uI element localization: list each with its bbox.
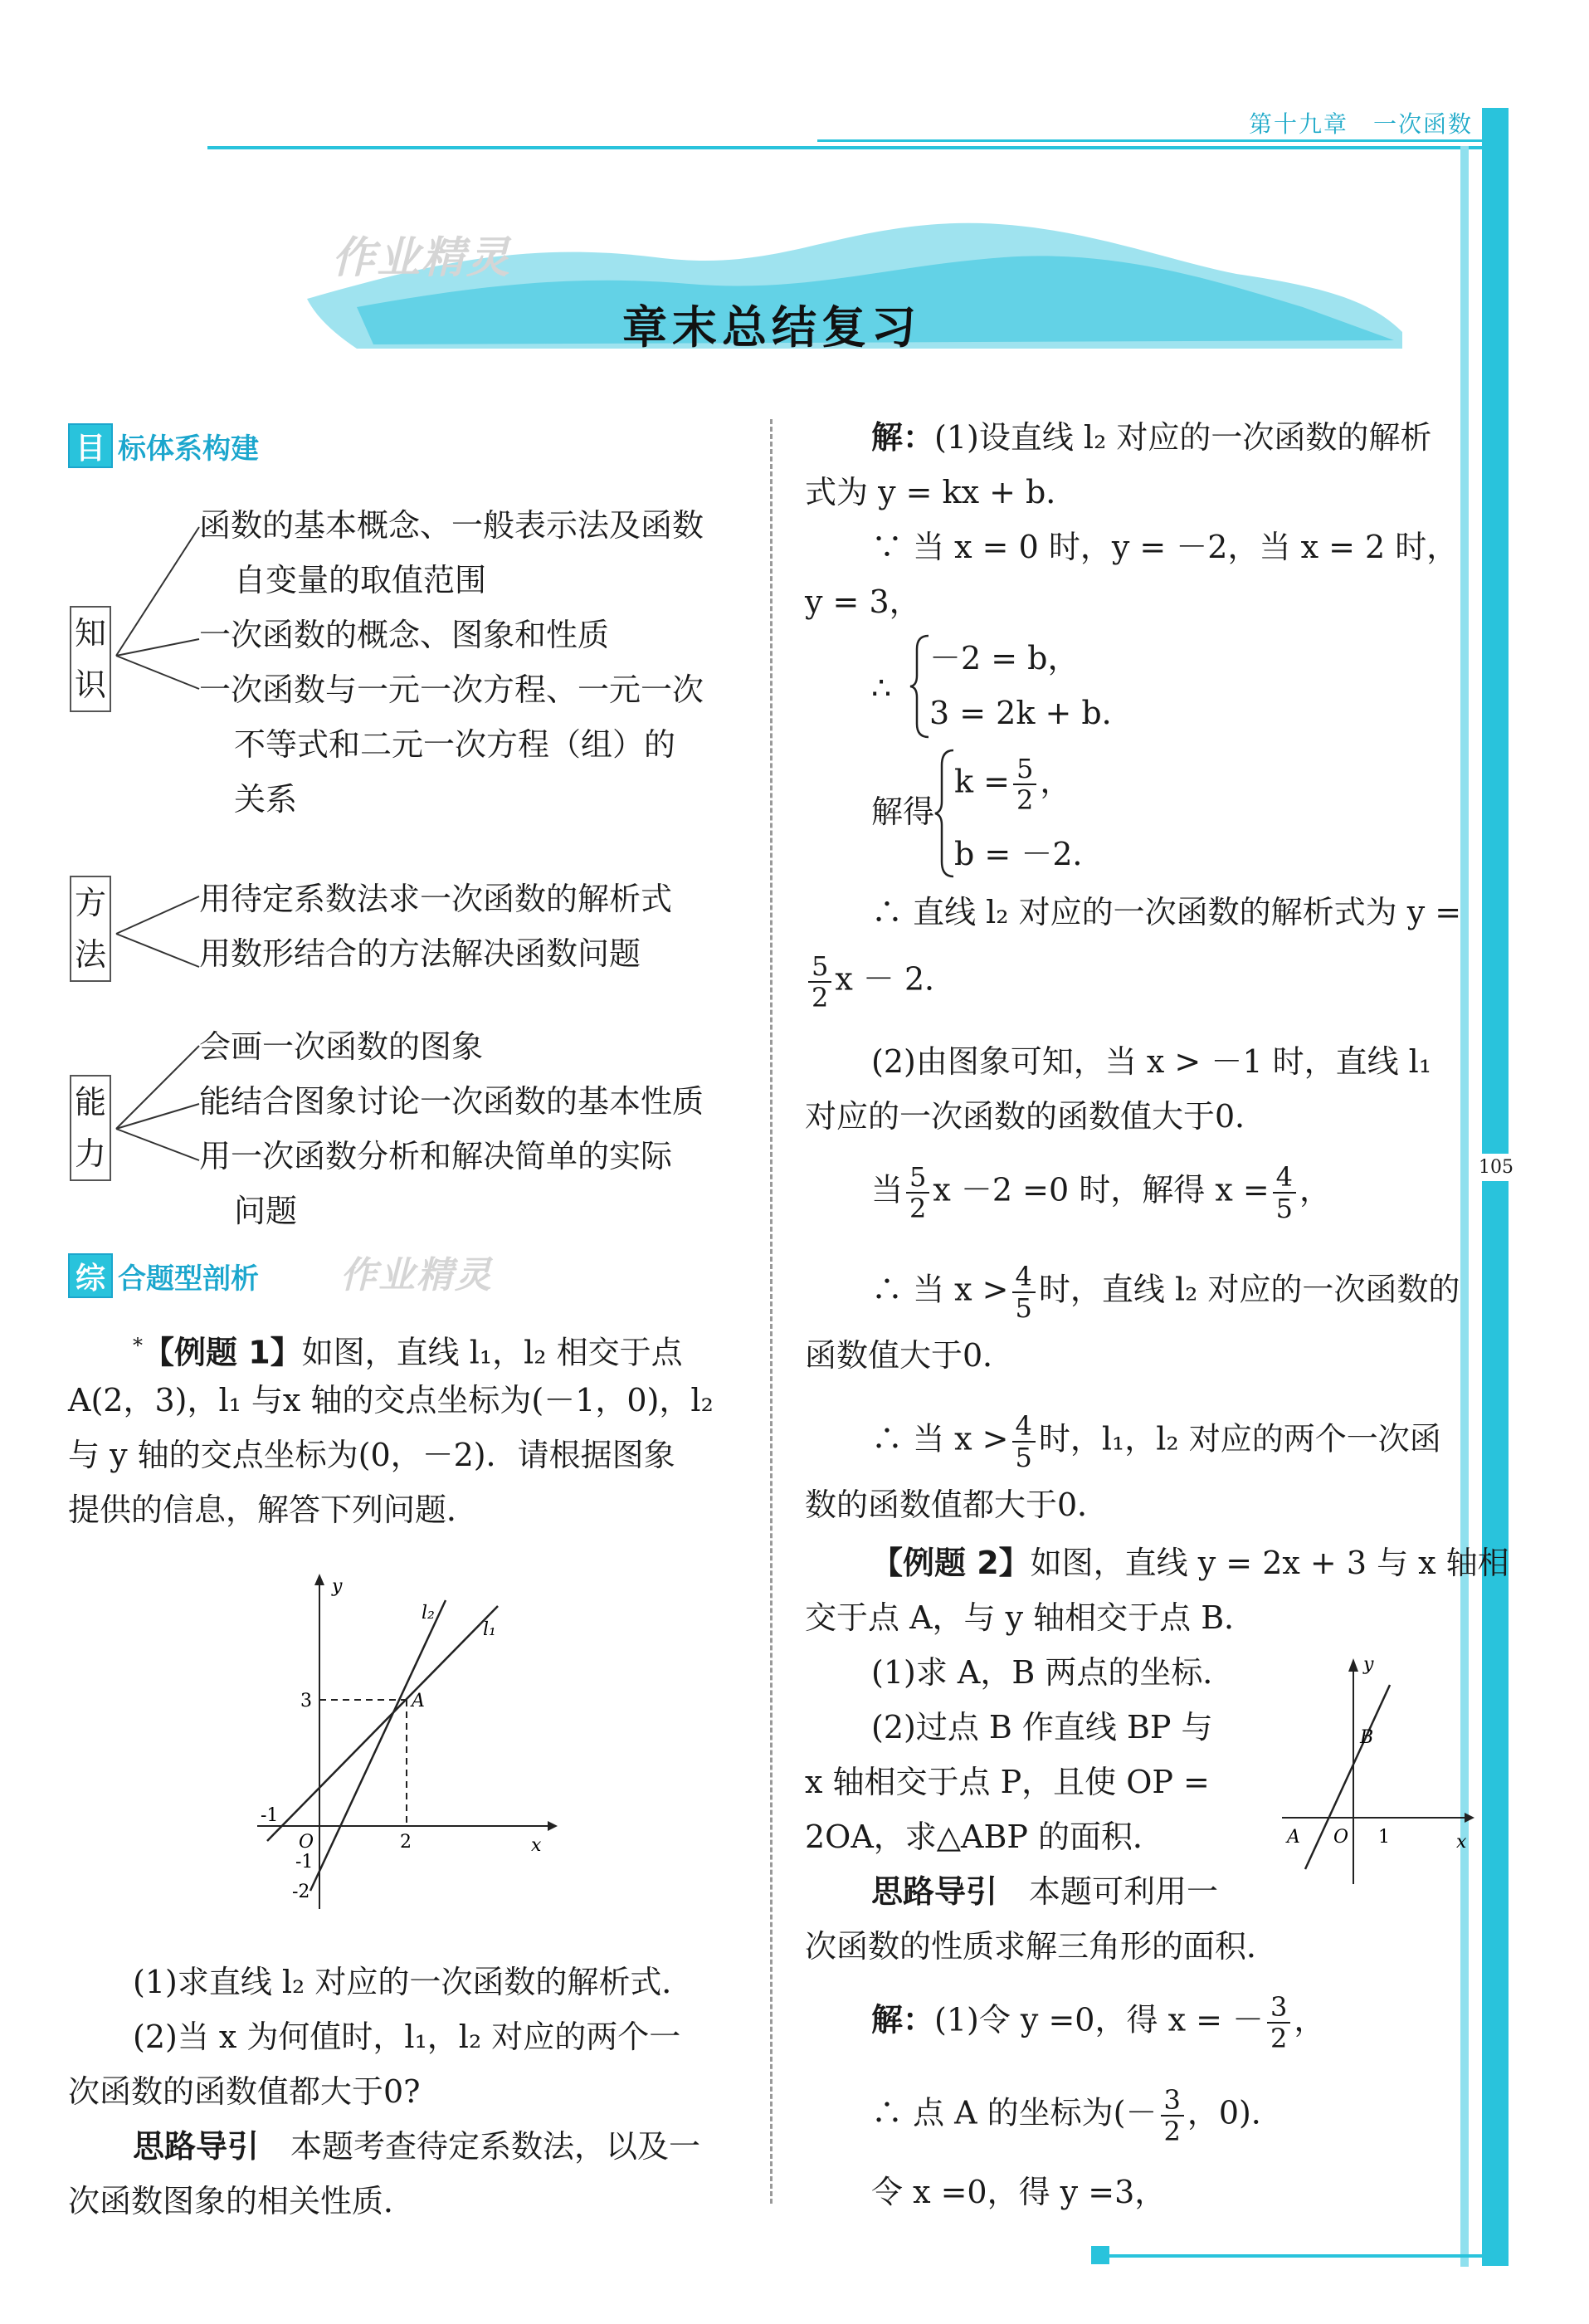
solution1-label: 解：: [871, 419, 935, 456]
solution1-k-den: 2: [1016, 784, 1034, 816]
bottom-square: [1091, 2246, 1109, 2264]
graph2-y-label: y: [1363, 1654, 1374, 1675]
graph1-l2-label: l₂: [422, 1603, 435, 1623]
header-rule-top: [817, 139, 1502, 142]
example2-sol-label: 解：: [871, 2001, 935, 2038]
example2-hint-a: 本题可利用一: [1029, 1873, 1219, 1910]
graph1-y-arrow: [314, 1574, 324, 1585]
solution1-line-12: [871, 1411, 1441, 1472]
knowledge-item-3b: 不等式和二元一次方程（组）的: [234, 726, 676, 763]
page-number: 105: [1477, 1154, 1515, 1181]
example2-line-2: 交于点 A，与 y 轴相交于点 B．: [805, 1599, 1256, 1636]
graph2-y-arrow: [1348, 1658, 1358, 1672]
example2-question-2b: x 轴相交于点 P，且使 OP =: [805, 1764, 1210, 1800]
graph1-line-l1: [267, 1606, 498, 1841]
example1-line-1: [133, 1318, 683, 1380]
knowledge-item-3: 一次函数与一元一次方程、一元一次: [199, 671, 704, 708]
example1-line-2: A(2，3)，l₁ 与x 轴的交点坐标为(－1，0)，l₂: [68, 1382, 714, 1418]
section-watermark: 作业精灵: [340, 1254, 493, 1296]
example2-s2-den: 2: [1163, 2116, 1181, 2147]
solution1-k-frac: [1013, 754, 1036, 815]
example2-s1-tail: ，: [1294, 2001, 1326, 2038]
knowledge-item-1b: 自变量的取值范围: [234, 562, 487, 598]
ability-item-1: 会画一次函数的图象: [199, 1028, 484, 1065]
graph2-point-b: B: [1360, 1727, 1374, 1748]
example2-question-2a: (2)过点 B 作直线 BP 与: [871, 1709, 1213, 1745]
section-icon-1: 目: [68, 423, 113, 468]
graph1-y-label: y: [332, 1576, 343, 1597]
solution1-k-num: 5: [1013, 754, 1036, 785]
example1-star: *: [133, 1334, 143, 1357]
example2-hint-b: 次函数的性质求解三角形的面积．: [805, 1928, 1279, 1965]
solution1-l10-pre: ∴ 当 x >: [871, 1271, 1009, 1308]
label-ability-1: 能: [74, 1084, 106, 1120]
knowledge-item-3c: 关系: [234, 781, 298, 818]
graph1-line-l2: [310, 1600, 446, 1891]
solution1-l6-den: 2: [812, 982, 829, 1013]
example2-question-1: (1)求 A，B 两点的坐标．: [871, 1654, 1235, 1691]
label-method: [70, 876, 111, 982]
method-item-1: 用待定系数法求一次函数的解析式: [199, 881, 673, 917]
tree-lines-method: [112, 880, 203, 988]
example2-s2-frac: [1161, 2085, 1184, 2146]
graph1-origin: O: [299, 1832, 314, 1853]
right-margin-stripe: [1460, 146, 1469, 2267]
example2-line-1: [871, 1536, 1509, 1590]
solution1-l10-num: 4: [1012, 1262, 1036, 1293]
solution1-l9-mid: x －2 =0 时，解得 x =: [933, 1171, 1270, 1208]
right-margin-bar: [1482, 108, 1509, 2266]
section-heading-1: [68, 423, 259, 468]
solution1-l10-den: 5: [1015, 1292, 1032, 1324]
tree-lines-ability: [112, 1021, 203, 1187]
solution1-b: b = －2．: [954, 836, 1104, 872]
section-heading-2: [68, 1253, 259, 1298]
solution1-l12-num: 4: [1012, 1411, 1036, 1443]
ability-item-3: 用一次函数分析和解决简单的实际: [199, 1138, 673, 1174]
section-title-1: 标体系构建: [118, 432, 259, 466]
label-knowledge-1: 知: [74, 615, 106, 652]
solution1-l12-tail: 时，l₁，l₂ 对应的两个一次函: [1038, 1420, 1441, 1457]
section-icon-2: 综: [68, 1253, 113, 1298]
solution1-l9-num2: 4: [1273, 1162, 1296, 1194]
solution1-l10-tail: 时，直线 l₂ 对应的一次函数的: [1038, 1271, 1460, 1308]
solution1-line-9: [871, 1162, 1331, 1223]
solution1-l6-frac: [808, 951, 831, 1013]
example2-hint: [871, 1864, 1218, 1919]
solution1-text-1: (1)设直线 l₂ 对应的一次函数的解析: [934, 419, 1432, 456]
solution1-line-10: [871, 1262, 1460, 1323]
column-divider: [770, 419, 773, 2204]
solution1-l6-tail: x － 2．: [835, 960, 957, 998]
example2-solution-3: 令 x =0，得 y =3，: [871, 2174, 1167, 2210]
page-title: 章末总结复习: [622, 301, 921, 354]
solution1-k-tail: ，: [1040, 763, 1072, 800]
solution1-k-eq: k =: [954, 763, 1010, 800]
method-item-2: 用数形结合的方法解决函数问题: [199, 935, 641, 972]
ability-item-3b: 问题: [234, 1193, 298, 1229]
graph1-tick-m2: -2: [292, 1882, 310, 1902]
graph1-tick-2: 2: [400, 1832, 412, 1853]
graph2-origin: O: [1333, 1827, 1349, 1848]
example1-question-2b: 次函数的函数值都大于0?: [68, 2073, 421, 2110]
example2-hint-label: 思路导引: [871, 1873, 998, 1910]
solution1-l12-den: 5: [1015, 1442, 1032, 1473]
label-ability: [70, 1075, 111, 1181]
example2-s1-num: 3: [1267, 1992, 1290, 2024]
solution1-line-13: 数的函数值都大于0．: [805, 1487, 1109, 1523]
example2-s1-frac: [1267, 1992, 1290, 2053]
solution1-k: [954, 754, 1071, 815]
label-method-2: 法: [74, 936, 106, 973]
example2-text-1: 如图，直线 y = 2x + 3 与 x 轴相: [1030, 1545, 1509, 1581]
solution1-line-1: [871, 410, 1431, 465]
solution1-line-6: [805, 951, 956, 1013]
solution1-l9-pre: 当: [871, 1171, 904, 1208]
graph1-tick-m1x: -1: [261, 1805, 279, 1826]
section-title-2: 合题型剖析: [118, 1262, 259, 1296]
solution1-sys1-a: －2 = b，: [929, 640, 1080, 676]
example1-text-1: 如图，直线 l₁，l₂ 相交于点: [301, 1334, 683, 1371]
solution1-l10-frac: [1012, 1262, 1036, 1323]
example2-question-2c: 2OA，求△ABP 的面积．: [805, 1819, 1165, 1855]
graph1-tick-3: 3: [300, 1691, 312, 1711]
solution1-l9-frac: [906, 1162, 929, 1223]
solution1-line-11: 函数值大于0．: [805, 1337, 1015, 1374]
label-method-1: 方: [74, 885, 106, 921]
example1-hint-label: 思路导引: [133, 2128, 260, 2165]
label-ability-2: 力: [74, 1135, 106, 1172]
header-rule: [207, 146, 1502, 149]
example1-question-2a: (2)当 x 为何值时，l₁，l₂ 对应的两个一: [133, 2019, 681, 2055]
ability-item-2: 能结合图象讨论一次函数的基本性质: [199, 1083, 704, 1120]
example2-s1-pre: (1)令 y =0，得 x = －: [934, 2001, 1264, 2038]
banner-watermark: 作业精灵: [332, 233, 512, 283]
graph2-point-a: A: [1287, 1827, 1300, 1848]
solution1-l9-frac2: [1273, 1162, 1296, 1223]
graph1-x-label: x: [531, 1835, 542, 1856]
example2-s2-num: 3: [1161, 2085, 1184, 2116]
graph1: [249, 1569, 564, 1917]
solution1-line-4: y = 3，: [805, 583, 921, 620]
solution1-line-8: 对应的一次函数的函数值大于0．: [805, 1098, 1267, 1135]
graph1-x-arrow: [548, 1821, 558, 1831]
solution1-line-7: (2)由图象可知，当 x > －1 时，直线 l₁: [871, 1043, 1432, 1080]
graph2-tick-1: 1: [1378, 1827, 1390, 1848]
solution1-line-3: ∵ 当 x = 0 时，y = －2，当 x = 2 时，: [871, 529, 1459, 565]
example2-solution-1: [871, 1992, 1325, 2053]
knowledge-item-2: 一次函数的概念、图象和性质: [199, 617, 610, 653]
example2-solution-2: [871, 2085, 1283, 2146]
solution1-solve: 解得: [871, 793, 935, 830]
solution1-l9-tail: ，: [1299, 1171, 1332, 1208]
graph2: [1274, 1652, 1477, 1892]
solution1-l6-num: 5: [808, 951, 831, 983]
graph2-x-label: x: [1456, 1832, 1467, 1853]
example1-hint-b: 次函数图象的相关性质．: [68, 2183, 416, 2219]
bottom-rule: [1095, 2254, 1485, 2258]
example1-question-1: (1)求直线 l₂ 对应的一次函数的解析式．: [133, 1964, 694, 2000]
example1-hint-a: 本题考查待定系数法，以及一: [290, 2128, 701, 2165]
solution1-l9-den2: 5: [1275, 1193, 1294, 1224]
graph2-x-arrow: [1465, 1813, 1474, 1823]
solution1-sys1-b: 3 = 2k + b．: [929, 695, 1133, 731]
solution1-l9-num: 5: [906, 1162, 929, 1194]
solution1-line-2: 式为 y = kx + b．: [805, 474, 1078, 510]
solution1-l9-den: 2: [909, 1193, 927, 1224]
label-knowledge: [70, 606, 111, 712]
solution1-l12-frac: [1012, 1411, 1036, 1472]
example2-s2-pre: ∴ 点 A 的坐标为(－: [871, 2094, 1158, 2131]
graph1-tick-m1y: -1: [295, 1852, 314, 1872]
example1-label: 【例题 1】: [143, 1334, 302, 1371]
label-knowledge-2: 识: [74, 666, 106, 703]
example1-hint: [133, 2119, 700, 2174]
tree-lines-knowledge: [112, 490, 203, 706]
graph1-l1-label: l₁: [483, 1619, 496, 1640]
knowledge-item-1: 函数的基本概念、一般表示法及函数: [199, 507, 704, 544]
example2-s2-tail: ，0)．: [1187, 2094, 1283, 2131]
chapter-header: 第十九章 一次函数: [1249, 110, 1474, 138]
solution1-therefore: ∴: [871, 670, 892, 706]
example2-s1-den: 2: [1270, 2023, 1288, 2054]
graph1-point-a: A: [412, 1691, 425, 1711]
solution1-l12-pre: ∴ 当 x >: [871, 1420, 1009, 1457]
example2-label: 【例题 2】: [871, 1545, 1031, 1581]
solution1-line-5: ∴ 直线 l₂ 对应的一次函数的解析式为 y =: [871, 894, 1462, 930]
example1-line-4: 提供的信息，解答下列问题．: [68, 1492, 479, 1528]
example1-line-3: 与 y 轴的交点坐标为(0，－2)．请根据图象: [68, 1437, 675, 1473]
